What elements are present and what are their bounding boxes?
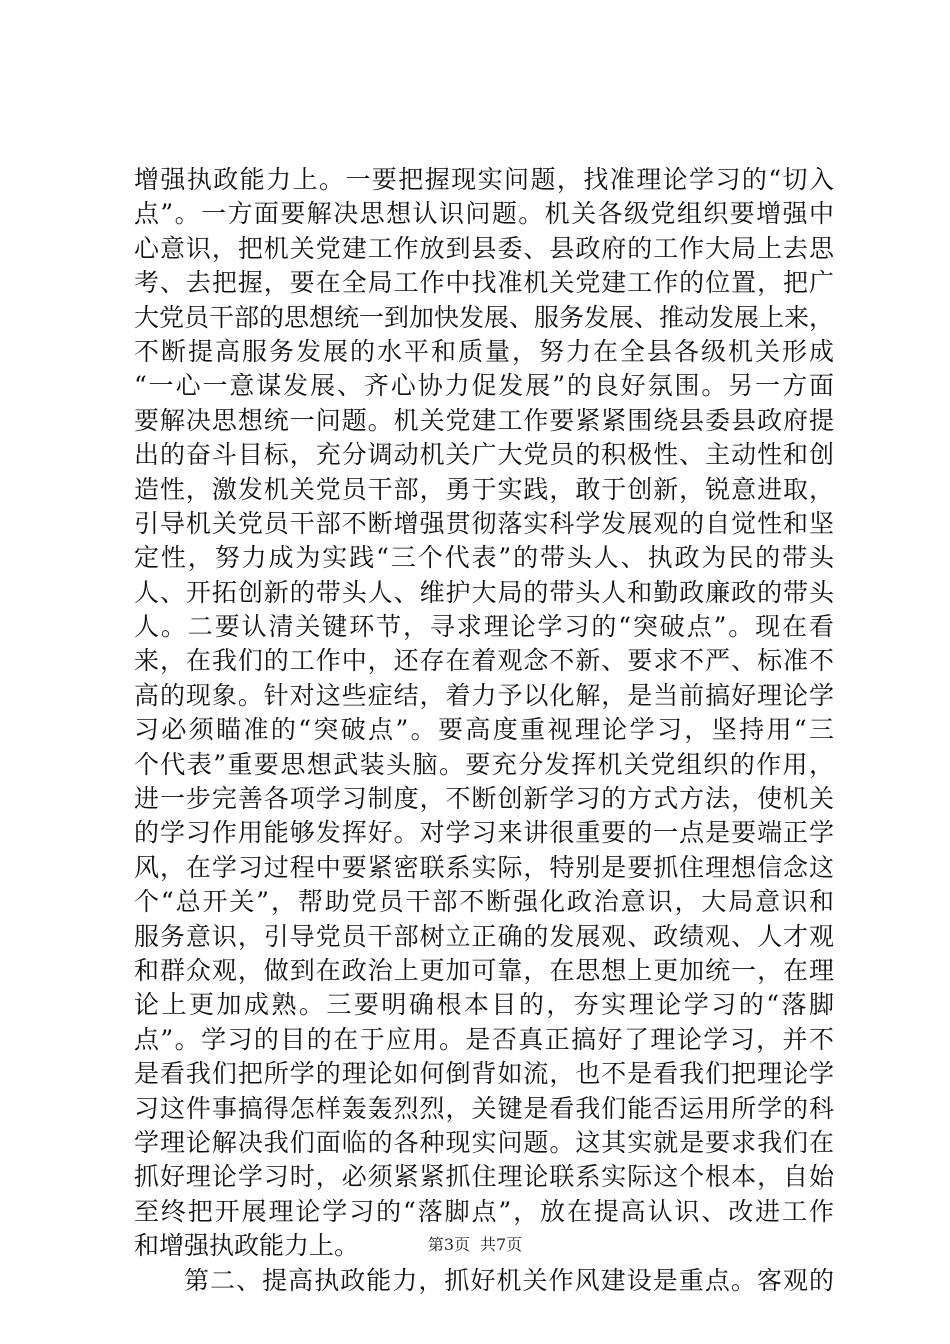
page-number: 第3页 xyxy=(427,1235,470,1254)
text-line: 点”。学习的目的在于应用。是否真正搞好了理论学习，并不 xyxy=(134,1024,834,1054)
text-line-paragraph-start: 第二、提高执政能力，抓好机关作风建设是重点。客观的 xyxy=(184,1265,834,1295)
text-line: 人。二要认清关键环节，寻求理论学习的“突破点”。现在看 xyxy=(134,612,834,642)
text-line: 服务意识，引导党员干部树立正确的发展观、政绩观、人才观 xyxy=(134,921,834,951)
text-line: “一心一意谋发展、齐心协力促发展”的良好氛围。另一方面 xyxy=(134,371,834,401)
text-line: 引导机关党员干部不断增强贯彻落实科学发展观的自觉性和坚 xyxy=(134,508,834,538)
text-line: 来，在我们的工作中，还存在着观念不新、要求不严、标准不 xyxy=(134,646,834,676)
text-line: 定性，努力成为实践“三个代表”的带头人、执政为民的带头 xyxy=(134,543,834,573)
text-line: 抓好理论学习时，必须紧紧抓住理论联系实际这个根本，自始 xyxy=(134,1162,834,1192)
text-line: 个“总开关”，帮助党员干部不断强化政治意识，大局意识和 xyxy=(134,887,834,917)
text-line: 习这件事搞得怎样轰轰烈烈，关键是看我们能否运用所学的科 xyxy=(134,1093,834,1123)
text-line: 点”。一方面要解决思想认识问题。机关各级党组织要增强中 xyxy=(134,199,834,229)
text-line: 习必须瞄准的“突破点”。要高度重视理论学习，坚持用“三 xyxy=(134,715,834,745)
text-line: 人、开拓创新的带头人、维护大局的带头人和勤政廉政的带头 xyxy=(134,577,834,607)
text-line: 进一步完善各项学习制度，不断创新学习的方式方法，使机关 xyxy=(134,784,834,814)
page-total: 共7页 xyxy=(480,1235,523,1254)
page-footer xyxy=(0,1232,950,1255)
text-line: 学理论解决我们面临的各种现实问题。这其实就是要求我们在 xyxy=(134,1127,834,1157)
text-line: 的学习作用能够发挥好。对学习来讲很重要的一点是要端正学 xyxy=(134,818,834,848)
text-line: 是看我们把所学的理论如何倒背如流，也不是看我们把理论学 xyxy=(134,1059,834,1089)
text-line: 大党员干部的思想统一到加快发展、服务发展、推动发展上来， xyxy=(134,302,835,332)
text-line: 风，在学习过程中要紧密联系实际，特别是要抓住理想信念这 xyxy=(134,852,834,882)
text-line: 考、去把握，要在全局工作中找准机关党建工作的位置，把广 xyxy=(134,268,834,298)
text-line: 增强执政能力上。一要把握现实问题，找准理论学习的“切入 xyxy=(134,165,834,194)
text-line: 心意识，把机关党建工作放到县委、县政府的工作大局上去思 xyxy=(134,233,834,263)
text-line: 要解决思想统一问题。机关党建工作要紧紧围绕县委县政府提 xyxy=(134,405,834,435)
text-line: 造性，激发机关党员干部，勇于实践，敢于创新，锐意进取， xyxy=(134,474,834,504)
text-line: 出的奋斗目标，充分调动机关广大党员的积极性、主动性和创 xyxy=(134,440,834,470)
text-line: 论上更加成熟。三要明确根本目的，夯实理论学习的“落脚 xyxy=(134,990,834,1020)
text-line: 不断提高服务发展的水平和质量，努力在全县各级机关形成 xyxy=(134,336,834,366)
body-text xyxy=(134,163,834,1298)
text-line-paragraph-end: 和增强执政能力上。 xyxy=(134,1231,360,1261)
text-line: 高的现象。针对这些症结，着力予以化解，是当前搞好理论学 xyxy=(134,680,834,710)
text-line: 个代表”重要思想武装头脑。要充分发挥机关党组织的作用， xyxy=(134,749,834,779)
text-line: 至终把开展理论学习的“落脚点”，放在提高认识、改进工作 xyxy=(134,1196,834,1226)
text-line: 和群众观，做到在政治上更加可靠，在思想上更加统一，在理 xyxy=(134,955,834,985)
